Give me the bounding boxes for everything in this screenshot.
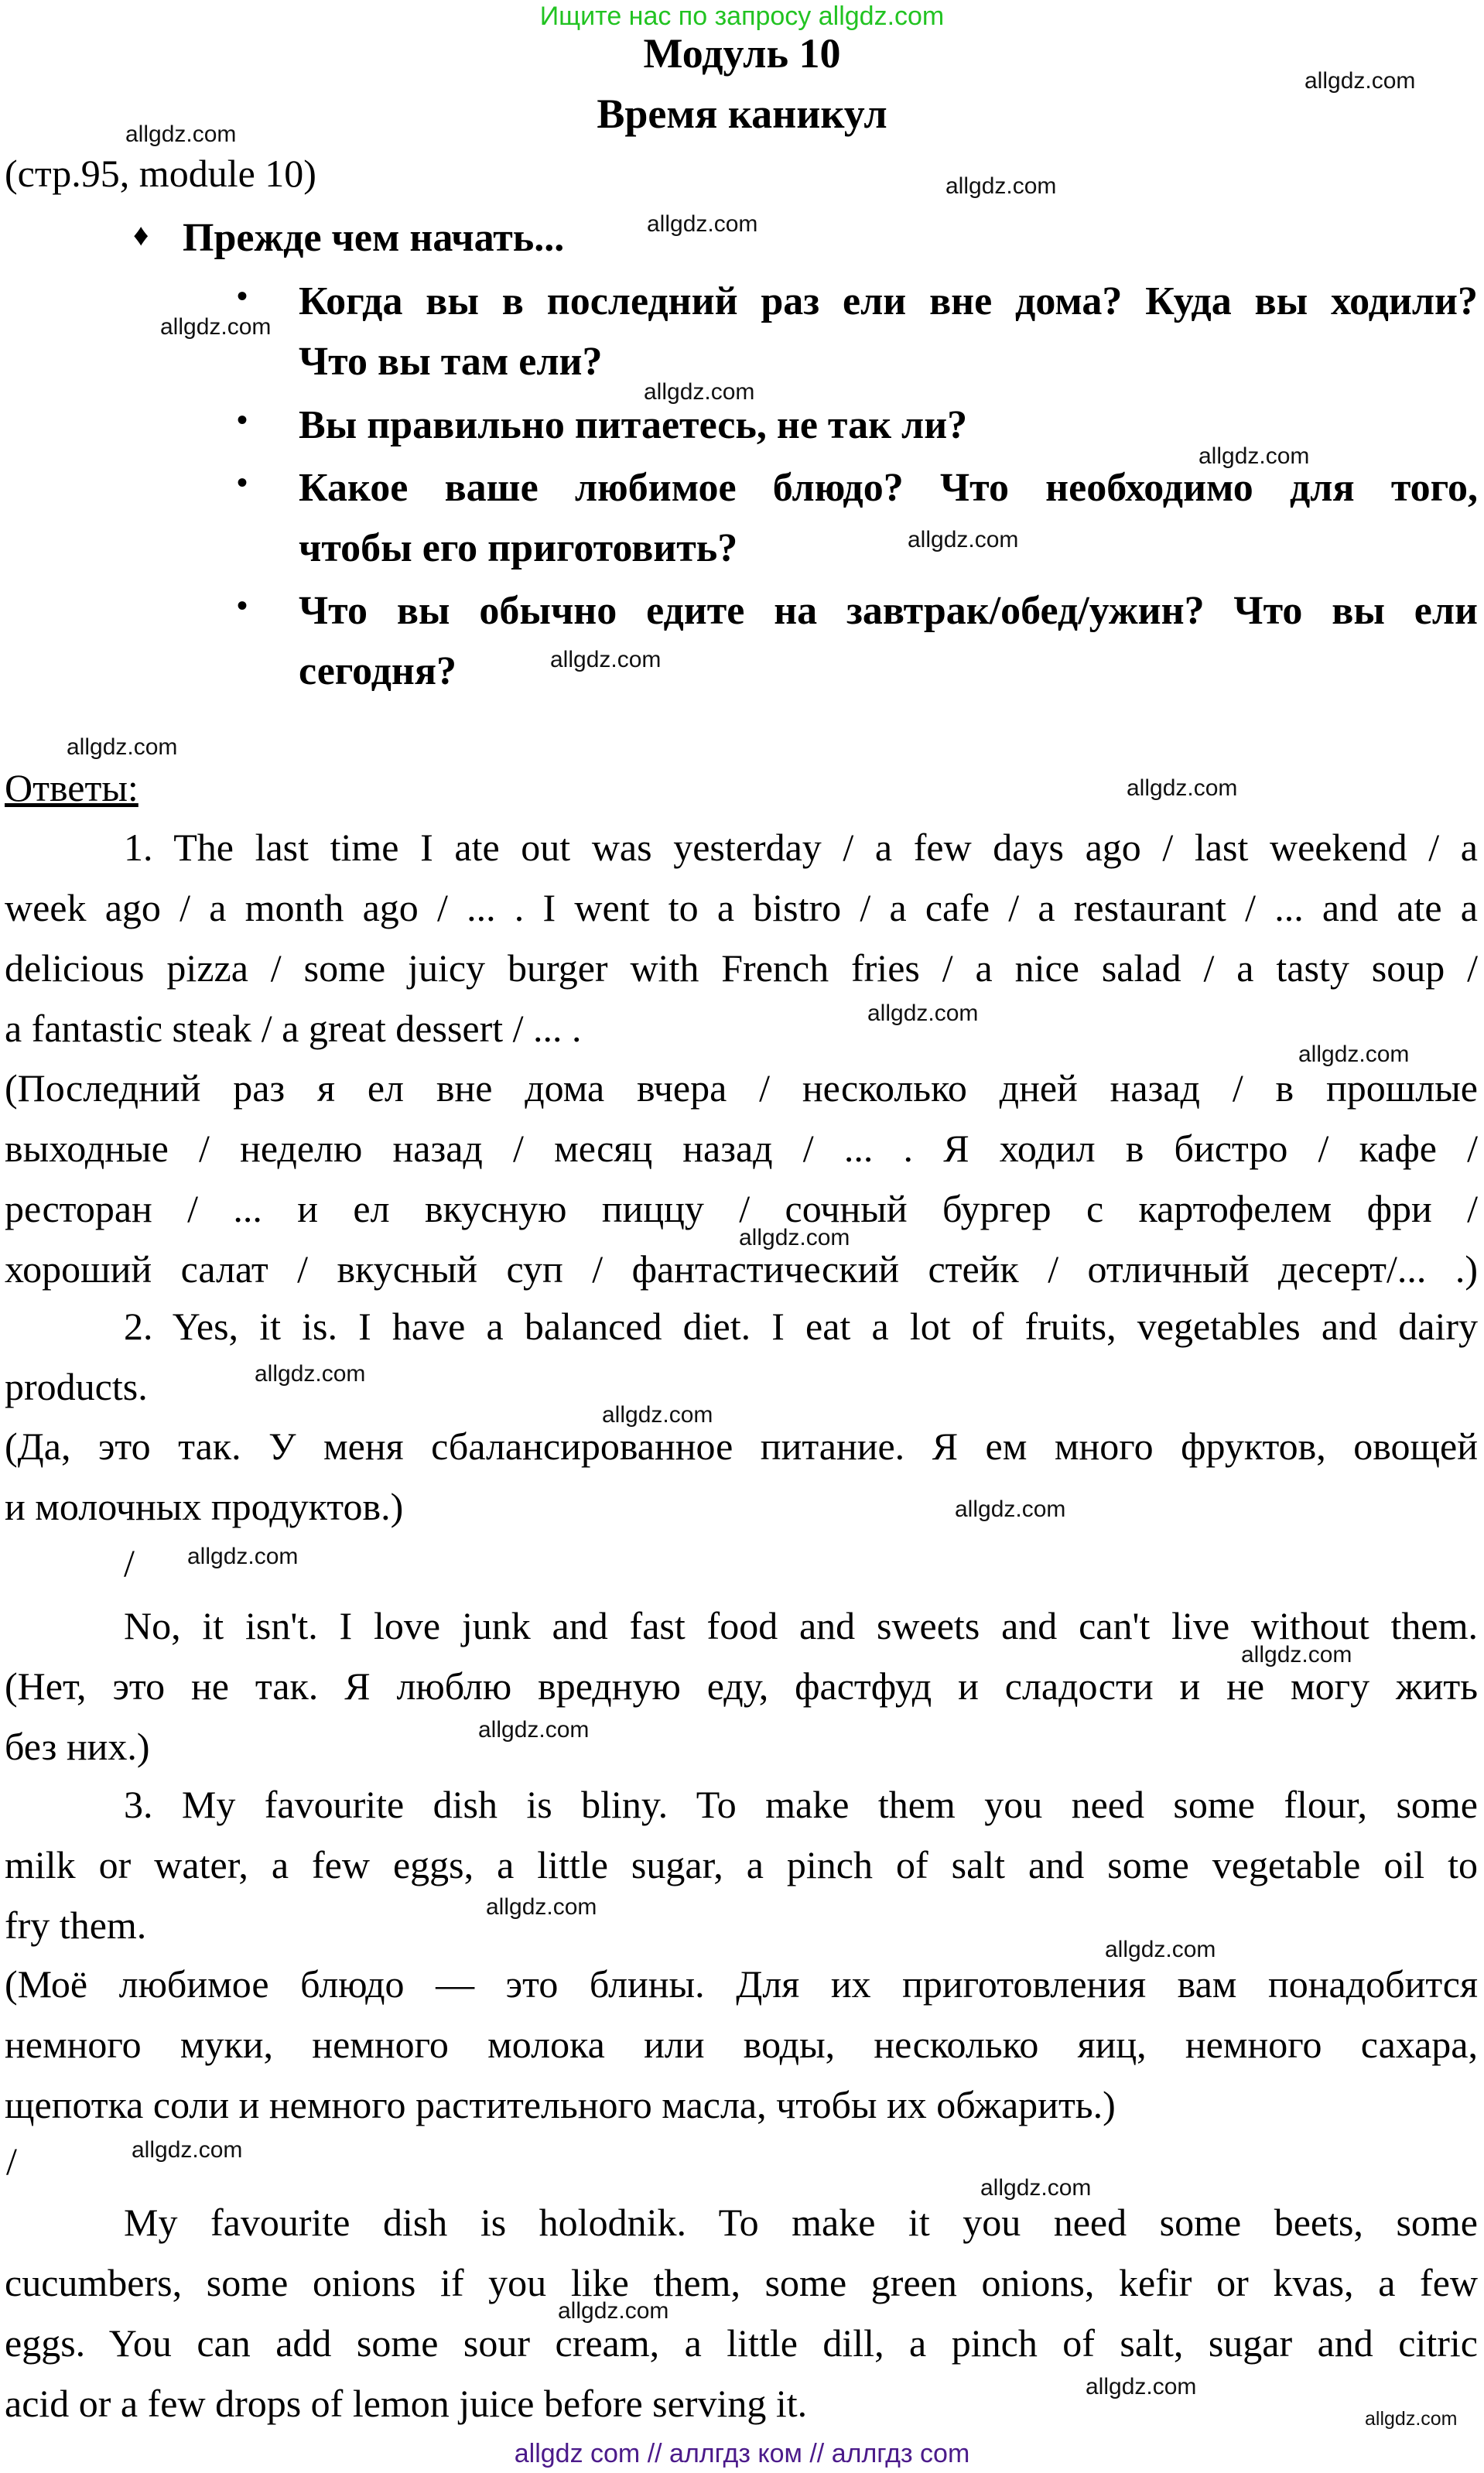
answer-3b-en (5, 2192, 1478, 2434)
question-4-line: Что вы обычно едите на завтрак/обед/ужин? Что вы ели (299, 589, 1478, 633)
text-line: 2. Yes, it is. I have a balanced diet. I eat a lot of fruits, vegetables and dairy (124, 1305, 1478, 1348)
watermark: allgdz.com (644, 379, 755, 405)
answer-2-ru (5, 1416, 1478, 1537)
question-1-line: Когда вы в последний раз ели вне дома? Куда вы ходили? (299, 279, 1478, 323)
search-banner: Ищите нас по запросу allgdz.com (539, 2, 945, 31)
watermark: allgdz.com (550, 647, 662, 672)
text-line: a fantastic steak / a great dessert / ... . (5, 1007, 582, 1050)
watermark: allgdz.com (125, 121, 237, 147)
question-3-line: Какое ваше любимое блюдо? Что необходимо для того, (299, 466, 1478, 510)
answers-label: Ответы: (5, 766, 138, 809)
text-line: ресторан / ... и ел вкусную пиццу / сочный бургер с картофелем фри / (5, 1187, 1478, 1230)
watermark: allgdz.com (486, 1894, 597, 1920)
text-line: выходные / неделю назад / месяц назад / ... . Я ходил в бистро / кафе / (5, 1127, 1478, 1170)
answer-3-ru (5, 1954, 1478, 2135)
watermark: allgdz.com (1105, 1937, 1216, 1962)
watermark: allgdz.com (255, 1361, 366, 1387)
text-line: My favourite dish is holodnik. To make it you need some beets, some (124, 2201, 1478, 2244)
text-line: (Моё любимое блюдо — это блины. Для их приготовления вам понадобится (5, 1962, 1478, 2006)
answer-2-en (5, 1296, 1478, 1417)
text-line: products. (5, 1365, 148, 1408)
footer-links: allgdz com // аллгдз ком // аллгдз com (514, 2439, 970, 2468)
answer-1-en (5, 817, 1478, 1059)
watermark: allgdz.com (908, 527, 1019, 552)
watermark: allgdz.com (867, 1000, 979, 1026)
watermark: allgdz.com (1086, 2374, 1197, 2399)
watermark: allgdz.com (558, 2298, 669, 2324)
text-line: (Нет, это не так. Я люблю вредную еду, фастфуд и сладости и не могу жить (5, 1664, 1478, 1708)
watermark: allgdz.com (955, 1496, 1066, 1522)
watermark: allgdz.com (647, 211, 758, 237)
question-4-line: сегодня? (299, 649, 457, 693)
text-line: fry them. (5, 1903, 147, 1947)
separator: / (124, 1541, 135, 1585)
text-line: eggs. You can add some sour cream, a little dill, a pinch of salt, sugar and citric (5, 2321, 1478, 2365)
bullet-icon: • (237, 465, 248, 500)
bullet-icon: • (237, 588, 248, 623)
watermark: allgdz.com (1365, 2408, 1458, 2430)
watermark: allgdz.com (132, 2137, 243, 2163)
text-line: (Да, это так. У меня сбалансированное питание. Я ем много фруктов, овощей (5, 1425, 1478, 1468)
watermark: allgdz.com (1198, 443, 1310, 469)
watermark: allgdz.com (945, 173, 1057, 199)
text-line: и молочных продуктов.) (5, 1485, 404, 1528)
text-line: немного муки, немного молока или воды, несколько яиц, немного сахара, (5, 2023, 1478, 2066)
watermark: allgdz.com (1127, 775, 1238, 801)
question-2-line: Вы правильно питаетесь, не так ли? (299, 403, 968, 447)
before-start-heading: Прежде чем начать... (183, 216, 565, 260)
separator: / (6, 2140, 17, 2183)
watermark: allgdz.com (67, 734, 178, 760)
watermark: allgdz.com (739, 1225, 850, 1250)
text-line: milk or water, a few eggs, a little sugar, a pinch of salt and some vegetable oil to (5, 1843, 1478, 1886)
watermark: allgdz.com (602, 1402, 713, 1428)
text-line: acid or a few drops of lemon juice before serving it. (5, 2382, 808, 2425)
answer-1-ru (5, 1058, 1478, 1299)
module-title: Модуль 10 (643, 30, 841, 77)
answer-3-en (5, 1774, 1478, 1955)
watermark: allgdz.com (1241, 1642, 1352, 1667)
watermark: allgdz.com (1298, 1042, 1410, 1067)
question-3-line: чтобы его приготовить? (299, 526, 738, 570)
question-list (237, 272, 1478, 702)
text-line: cucumbers, some onions if you like them, some green onions, kefir or kvas, a few (5, 2261, 1478, 2304)
text-line: 3. My favourite dish is bliny. To make them you need some flour, some (124, 1783, 1478, 1826)
bullet-icon: • (237, 402, 248, 437)
text-line: week ago / a month ago / ... . I went to a bistro / a cafe / a restaurant / ... and ate a (5, 886, 1478, 929)
diamond-bullet-icon: ♦ (133, 217, 149, 252)
text-line: 1. The last time I ate out was yesterday / a few days ago / last weekend / a (124, 826, 1478, 869)
page-reference: (стр.95, module 10) (5, 152, 316, 195)
text-line: хороший салат / вкусный суп / фантастический стейк / отличный десерт/... .) (5, 1247, 1478, 1291)
text-line: delicious pizza / some juicy burger with French fries / a nice salad / a tasty soup / (5, 946, 1478, 990)
question-1-line: Что вы там ели? (299, 340, 603, 384)
text-line: (Последний раз я ел вне дома вчера / несколько дней назад / в прошлые (5, 1066, 1478, 1110)
watermark: allgdz.com (187, 1544, 299, 1569)
watermark: allgdz.com (980, 2175, 1092, 2201)
text-line: щепотка соли и немного растительного масла, чтобы их обжарить.) (5, 2083, 1116, 2126)
text-line: No, it isn't. I love junk and fast food and sweets and can't live without them. (124, 1604, 1478, 1647)
watermark: allgdz.com (1304, 68, 1416, 94)
text-line: без них.) (5, 1725, 150, 1768)
answers-heading (5, 758, 1478, 818)
module-subtitle: Время каникул (597, 91, 887, 137)
bullet-icon: • (237, 279, 248, 313)
answer-2b-ru (5, 1656, 1478, 1777)
watermark: allgdz.com (478, 1717, 590, 1743)
watermark: allgdz.com (160, 314, 272, 340)
